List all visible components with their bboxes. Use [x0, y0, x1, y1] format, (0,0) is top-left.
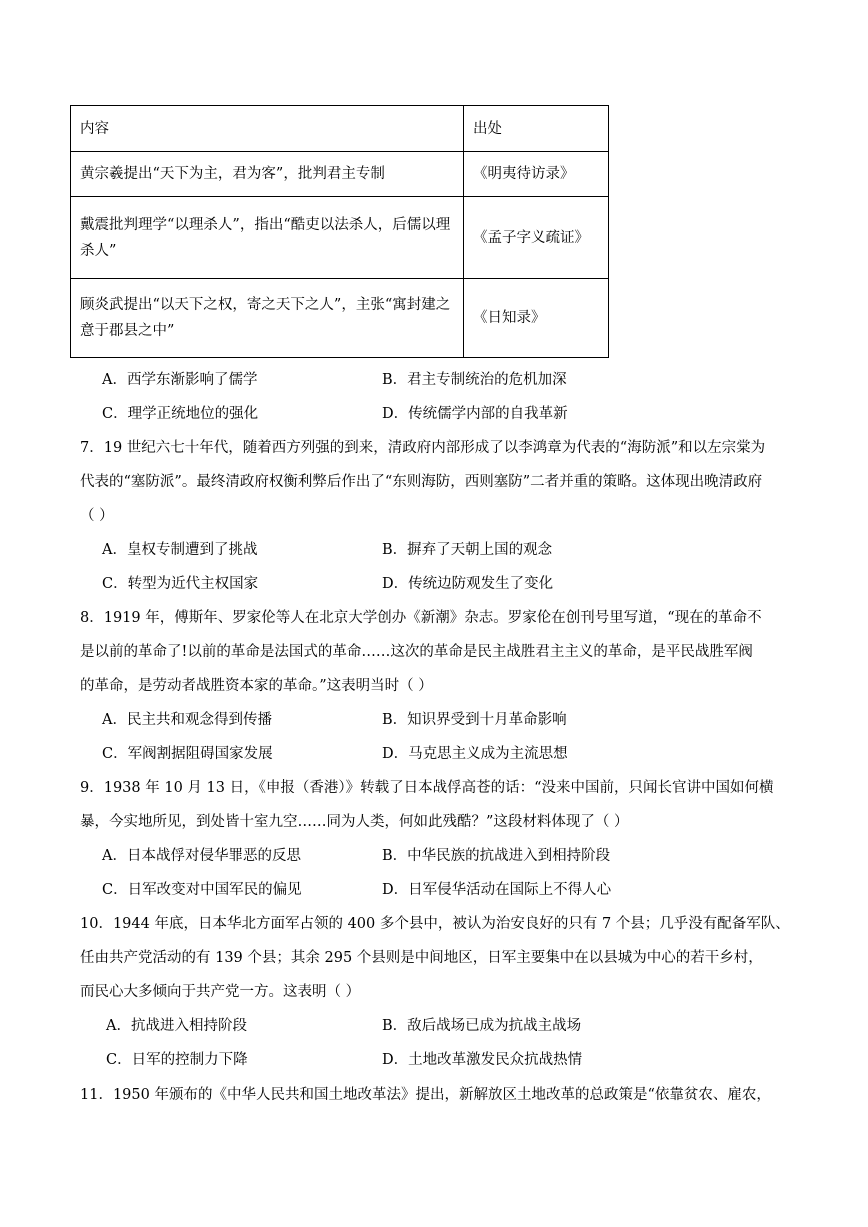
q10-option-b: B．敌后战场已成为抗战主战场 — [382, 1018, 582, 1034]
q7-option-b: B．摒弃了天朝上国的观念 — [382, 542, 553, 558]
table-cell-source: 《日知录》 — [464, 279, 609, 358]
q9-option-b: B．中华民族的抗战进入到相持阶段 — [382, 848, 611, 864]
q8-line-2: 是以前的革命了!以前的革命是法国式的革命……这次的革命是民主战胜君主主义的革命，是平民战胜军阀 — [80, 644, 753, 660]
q8-option-d: D．马克思主义成为主流思想 — [382, 746, 568, 762]
table-cell-content: 顾炎武提出“以天下之权，寄之天下之人”，主张“寓封建之意于郡县之中” — [71, 279, 464, 358]
q6-option-b: B．君主专制统治的危机加深 — [382, 372, 567, 388]
q8-option-a: A．民主共和观念得到传播 — [102, 712, 272, 728]
table-cell-content: 戴震批判理学“以理杀人”，指出“酷吏以法杀人，后儒以理杀人” — [71, 197, 464, 279]
q9-line-1: 9．1938 年 10 月 13 日，《申报（香港）》转载了日本战俘高苍的话：“没来中国前，只闻长官讲中国如何横 — [80, 780, 774, 796]
q9-option-a: A．日本战俘对侵华罪恶的反思 — [102, 848, 301, 864]
q6-option-a: A．西学东渐影响了儒学 — [102, 372, 258, 388]
q6-option-c: C．理学正统地位的强化 — [102, 406, 259, 422]
q7-option-a: A．皇权专制遭到了挑战 — [102, 542, 258, 558]
q10-option-d: D．土地改革激发民众抗战热情 — [382, 1052, 583, 1068]
table-cell-source: 《孟子字义疏证》 — [464, 197, 609, 279]
q10-line-3: 而民心大多倾向于共产党一方。这表明（ ） — [80, 984, 361, 1000]
q7-line-1: 7．19 世纪六七十年代，随着西方列强的到来，清政府内部形成了以李鸿章为代表的“海防派”和以左宗棠为 — [80, 440, 766, 456]
table-header-source: 出处 — [464, 106, 609, 152]
q9-option-c: C．日军改变对中国军民的偏见 — [102, 882, 302, 898]
q8-option-b: B．知识界受到十月革命影响 — [382, 712, 567, 728]
q9-line-2: 暴，今实地所见，到处皆十室九空……同为人类，何如此残酷？”这段材料体现了（ ） — [80, 814, 629, 830]
table-cell-content: 黄宗羲提出“天下为主，君为客”，批判君主专制 — [71, 152, 464, 197]
table-row — [71, 279, 609, 358]
source-table — [70, 105, 609, 358]
table-cell-source: 《明夷待访录》 — [464, 152, 609, 197]
q8-line-3: 的革命，是劳动者战胜资本家的革命。”这表明当时（ ） — [80, 678, 433, 694]
table-header-row — [71, 106, 609, 152]
table-header-content: 内容 — [71, 106, 464, 152]
q7-line-3: （ ） — [80, 508, 114, 524]
q10-line-2: 任由共产党活动的有 139 个县；其余 295 个县则是中间地区，日军主要集中在以县城为中心的若干乡村， — [80, 950, 763, 966]
q10-option-a: A．抗战进入相持阶段 — [106, 1018, 247, 1034]
q7-option-c: C．转型为近代主权国家 — [102, 576, 259, 592]
q6-option-d: D．传统儒学内部的自我革新 — [382, 406, 568, 422]
q10-option-c: C．日军的控制力下降 — [106, 1052, 248, 1068]
q8-option-c: C．军阀割据阻碍国家发展 — [102, 746, 273, 762]
q7-option-d: D．传统边防观发生了变化 — [382, 576, 554, 592]
q9-option-d: D．日军侵华活动在国际上不得人心 — [382, 882, 612, 898]
table-row — [71, 197, 609, 279]
table-row — [71, 152, 609, 197]
q10-line-1: 10．1944 年底，日本华北方面军占领的 400 多个县中，被认为治安良好的只有 7 个县；几乎没有配备军队、 — [80, 916, 790, 932]
q11-line-1: 11．1950 年颁布的《中华人民共和国土地改革法》提出，新解放区土地改革的总政策是“依靠贫农、雇农， — [80, 1087, 771, 1103]
q7-line-2: 代表的“塞防派”。最终清政府权衡利弊后作出了“东则海防，西则塞防”二者并重的策略。这体现出晚清政府 — [80, 474, 763, 490]
q8-line-1: 8．1919 年，傅斯年、罗家伦等人在北京大学创办《新潮》杂志。罗家伦在创刊号里写道，“现在的革命不 — [80, 610, 762, 626]
